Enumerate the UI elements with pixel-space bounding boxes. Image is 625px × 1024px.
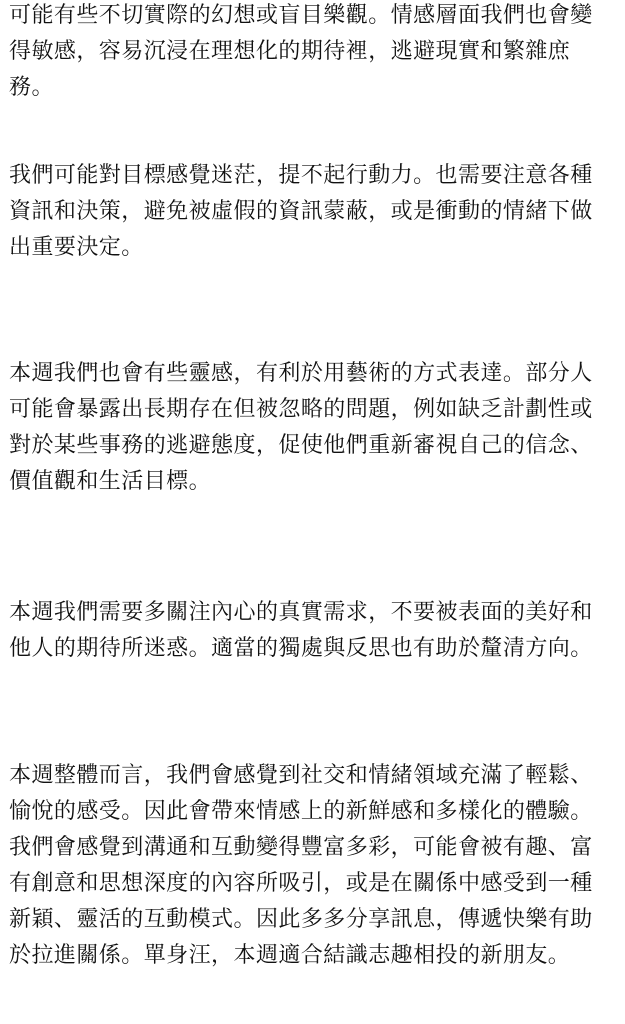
- text-line: 有創意和思想深度的內容所吸引，或是在關係中感受到一種: [9, 871, 593, 896]
- text-line: 於拉進關係。單身汪，本週適合結識志趣相投的新朋友。: [9, 943, 571, 968]
- text-line: 本週我們需要多關注內心的真實需求，不要被表面的美好和: [9, 600, 593, 625]
- text-line: 愉悅的感受。因此會帶來情感上的新鮮感和多樣化的體驗。: [9, 799, 593, 824]
- paragraph-2: [9, 158, 621, 266]
- paragraph-5: [9, 758, 621, 974]
- text-line: 本週整體而言，我們會感覺到社交和情緒領域充滿了輕鬆、: [9, 763, 593, 788]
- paragraph-1: [9, 0, 621, 106]
- text-line: 新穎、靈活的互動模式。因此多多分享訊息，傳遞快樂有助: [9, 907, 593, 932]
- paragraph-3: [9, 356, 621, 500]
- text-line: 我們會感覺到溝通和互動變得豐富多彩，可能會被有趣、富: [9, 835, 593, 860]
- text-line: 得敏感，容易沉浸在理想化的期待裡，逃避現實和繁雜庶: [9, 39, 571, 64]
- text-line: 出重要決定。: [9, 235, 144, 260]
- text-line: 本週我們也會有些靈感，有利於用藝術的方式表達。部分人: [9, 361, 593, 386]
- text-line: 價值觀和生活目標。: [9, 469, 212, 494]
- text-line: 可能有些不切實際的幻想或盲目樂觀。情感層面我們也會變: [9, 3, 593, 28]
- text-line: 可能會暴露出長期存在但被忽略的問題，例如缺乏計劃性或: [9, 397, 593, 422]
- text-line: 資訊和決策，避免被虛假的資訊蒙蔽，或是衝動的情緒下做: [9, 199, 593, 224]
- text-line: 他人的期待所迷惑。適當的獨處與反思也有助於釐清方向。: [9, 636, 593, 661]
- text-line: 對於某些事務的逃避態度，促使他們重新審視自己的信念、: [9, 433, 593, 458]
- text-line: 我們可能對目標感覺迷茫，提不起行動力。也需要注意各種: [9, 163, 593, 188]
- text-line: 務。: [9, 75, 54, 100]
- paragraph-4: [9, 595, 621, 667]
